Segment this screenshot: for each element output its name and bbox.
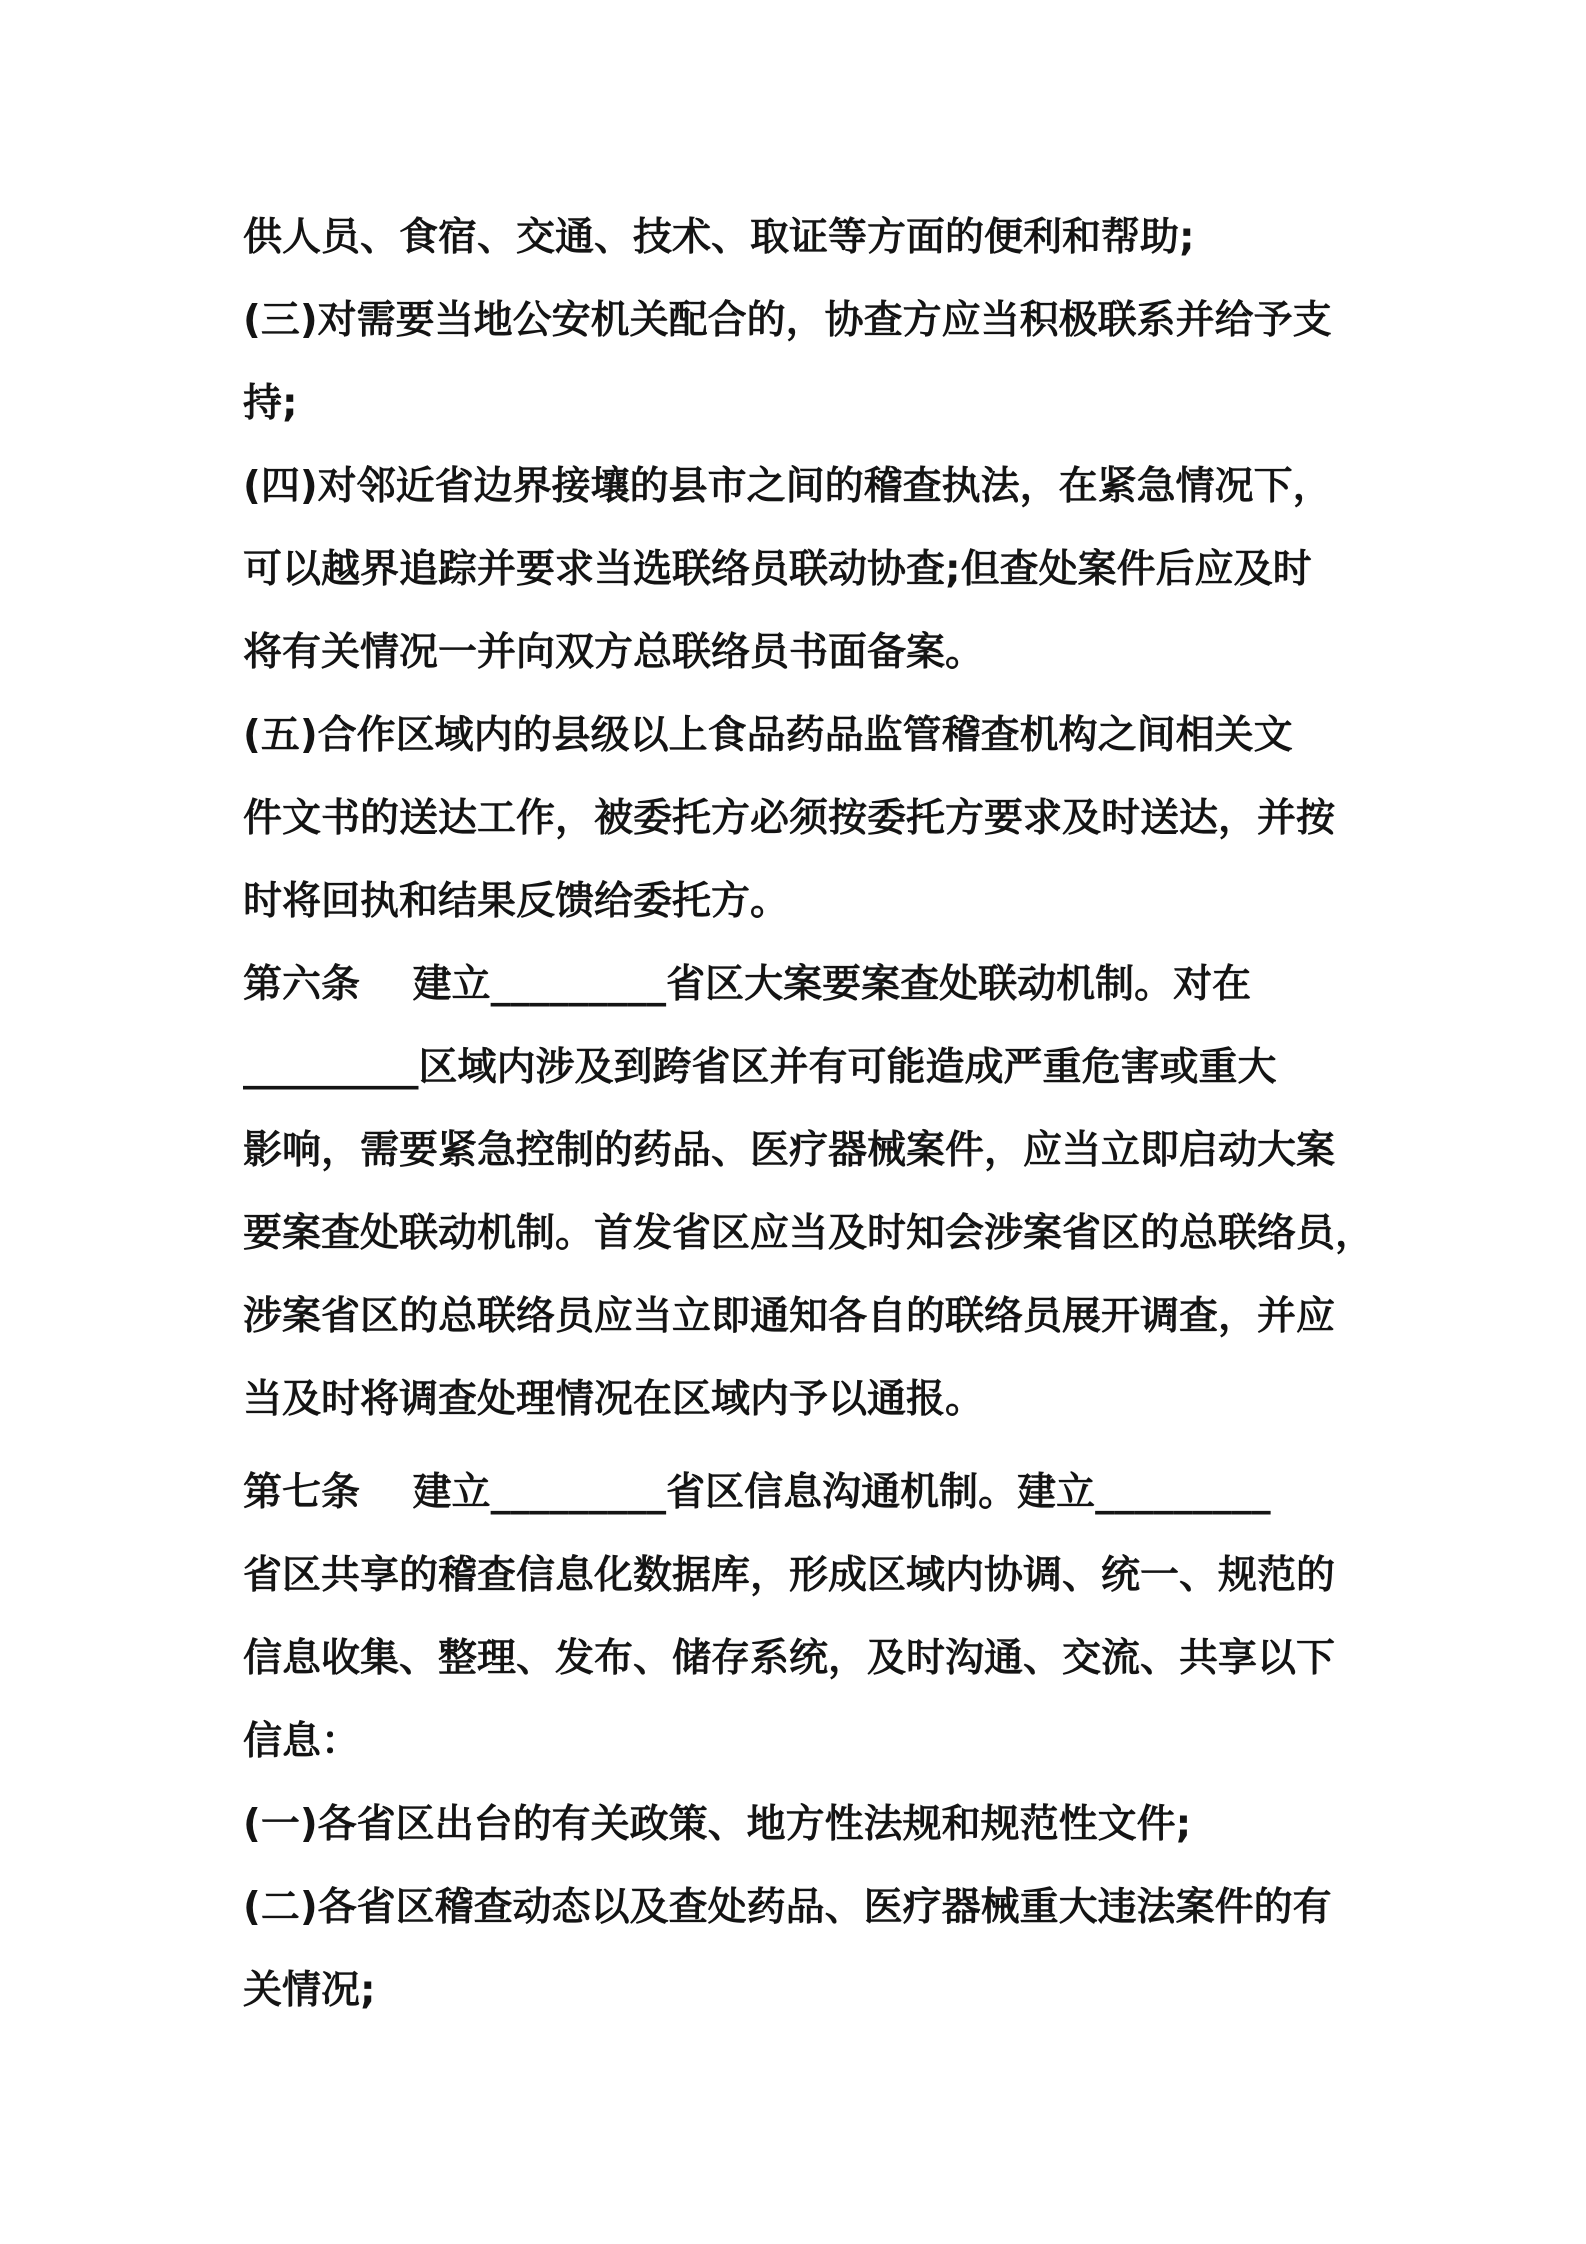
- text-line: (二)各省区稽查动态以及查处药品、医疗器械重大违法案件的有: [243, 1885, 1332, 1930]
- text-line: 要案查处联动机制。首发省区应当及时知会涉案省区的总联络员，: [243, 1211, 1375, 1256]
- text-line: 件文书的送达工作，被委托方必须按委托方要求及时送达，并按: [243, 796, 1336, 841]
- text-line: 第六条 建立_________省区大案要案查处联动机制。对在: [243, 962, 1252, 1007]
- text-line: 第七条 建立_________省区信息沟通机制。建立_________: [243, 1470, 1271, 1515]
- text-line: 可以越界追踪并要求当选联络员联动协查;但查处案件后应及时: [243, 547, 1312, 592]
- text-line: 涉案省区的总联络员应当立即通知各自的联络员展开调查，并应: [243, 1294, 1336, 1339]
- text-line: 时将回执和结果反馈给委托方。: [243, 879, 790, 924]
- text-line: (五)合作区域内的县级以上食品药品监管稽查机构之间相关文: [243, 713, 1293, 758]
- text-line: 省区共享的稽查信息化数据库，形成区域内协调、统一、规范的: [243, 1553, 1336, 1598]
- text-line: 信息收集、整理、发布、储存系统，及时沟通、交流、共享以下: [243, 1636, 1336, 1681]
- document-body: [243, 196, 1373, 2032]
- text-line: 当及时将调查处理情况在区域内予以通报。: [243, 1377, 985, 1422]
- text-line: 关情况;: [243, 1968, 376, 2013]
- text-line: (三)对需要当地公安机关配合的，协查方应当积极联系并给予支: [243, 298, 1332, 343]
- text-line: 信息：: [243, 1719, 361, 1764]
- text-line: (一)各省区出台的有关政策、地方性法规和规范性文件;: [243, 1802, 1192, 1847]
- text-line: 供人员、食宿、交通、技术、取证等方面的便利和帮助;: [243, 215, 1195, 260]
- text-line: 将有关情况一并向双方总联络员书面备案。: [243, 630, 985, 675]
- text-line: (四)对邻近省边界接壤的县市之间的稽查执法，在紧急情况下，: [243, 464, 1332, 509]
- text-line: 持;: [243, 381, 298, 426]
- text-line: _________区域内涉及到跨省区并有可能造成严重危害或重大: [243, 1045, 1277, 1090]
- text-line: 影响，需要紧急控制的药品、医疗器械案件，应当立即启动大案: [243, 1128, 1336, 1173]
